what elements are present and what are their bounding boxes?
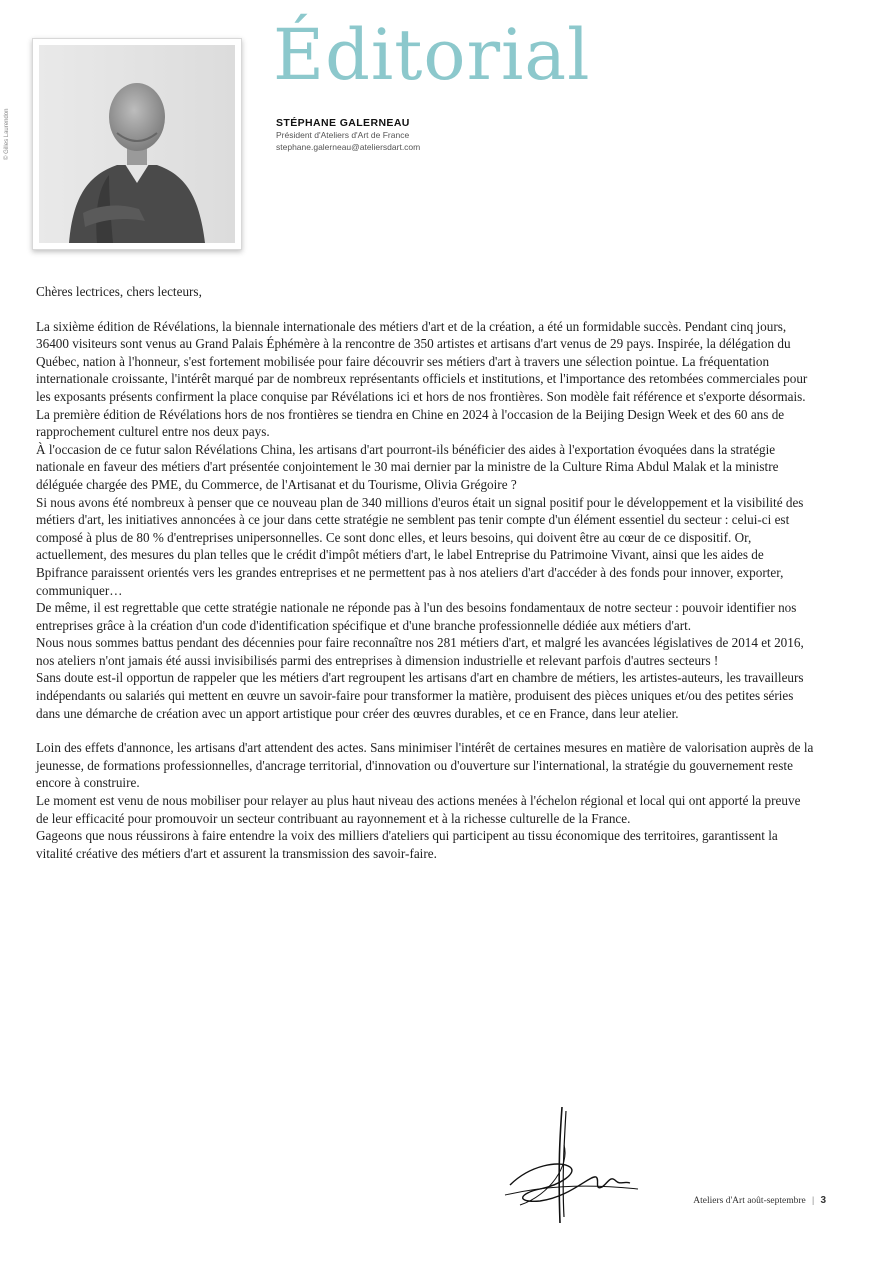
author-photo-frame [32, 38, 242, 250]
page-title: Éditorial [273, 14, 591, 96]
page-footer [693, 1195, 826, 1206]
paragraph: Sans doute est-il opportun de rappeler que les métiers d'art regroupent les artisans d'art en chambre de métiers, les artistes-auteurs, les travailleurs indépendants ou salariés qui mettent en œuvre un savoir-faire pour transformer la matière, produisent des pièces uniques et/ou des petites séries dans une démarche de création avec un apport artistique pour créer des œuvres durables, et ce en France, dans leur atelier. [36, 670, 804, 721]
paragraph: À l'occasion de ce futur salon Révélations China, les artisans d'art pourront-ils bénéficier des aides à l'exportation évoquées dans la stratégie nationale en faveur des métiers d'art présentée conjointement le 30 mai dernier par la ministre de la Culture Rima Abdul Malak et la ministre déléguée chargée des PME, du Commerce, de l'Artisanat et du Tourisme, Olivia Grégoire ? [36, 441, 779, 492]
author-portrait-photo [39, 45, 235, 243]
page-number: 3 [820, 1195, 826, 1206]
paragraph: Gageons que nous réussirons à faire entendre la voix des milliers d'ateliers qui participent au tissu économique des territoires, garantissent la vitalité créative des métiers d'art et assurent la transmission des savoir-faire. [36, 828, 778, 861]
author-email: stephane.galerneau@ateliersdart.com [276, 142, 421, 152]
author-role: Président d'Ateliers d'Art de France [276, 130, 410, 140]
paragraph: De même, il est regrettable que cette stratégie nationale ne réponde pas à l'un des besoins fondamentaux de notre secteur : pouvoir identifier nos entreprises grâce à la création d'un code d'identification spécifique et d'une branche professionnelle dédiée aux métiers d'art. [36, 600, 797, 633]
photo-credit: © Gilles Laurendon [4, 108, 10, 160]
footer-issue: août-septembre [747, 1196, 806, 1206]
author-block [276, 117, 420, 153]
greeting: Chères lectrices, chers lecteurs, [36, 284, 202, 299]
footer-magazine: Ateliers d'Art [693, 1196, 745, 1206]
author-name: STÉPHANE GALERNEAU [276, 117, 410, 129]
paragraph: Si nous avons été nombreux à penser que ce nouveau plan de 340 millions d'euros était un signal positif pour le développement et la visibilité des métiers d'art, les initiatives annoncées à ce jour dans cette stratégie ne semblent pas tenir compte d'un élément essentiel du secteur : celui-ci est composé à plus de 80 % d'entreprises unipersonnelles. Ce sont donc elles, et leurs besoins, qui doivent être au cœur de ce dispositif. Or, actuellement, des mesures du plan telles que le crédit d'impôt métiers d'art, le label Entreprise du Patrimoine Vivant, ainsi que les aides de Bpifrance paraissent orientés vers les grandes entreprises et ne permettent pas à nos ateliers d'art d'accéder à des fonds pour innover, exporter, communiquer… [36, 494, 804, 598]
footer-separator: | [812, 1196, 815, 1206]
paragraph: Le moment est venu de nous mobiliser pour relayer au plus haut niveau des actions menées à l'échelon régional et local qui ont apporté la preuve de leur efficacité pour promouvoir un secteur contribuant au rayonnement et à la richesse culturelle de la France. [36, 793, 801, 826]
signature-image [500, 1105, 640, 1225]
paragraph: Nous nous sommes battus pendant des décennies pour faire reconnaître nos 281 métiers d'art, et malgré les avancées législatives de 2014 et 2016, nos ateliers n'ont jamais été aussi invisibilisés parmi des entreprises à dimension industrielle et relevant parfois d'autres secteurs ! [36, 635, 804, 668]
paragraph: Loin des effets d'annonce, les artisans d'art attendent des actes. Sans minimiser l'intérêt de certaines mesures en matière de valorisation auprès de la jeunesse, de formations professionnelles, d'ancrage territorial, d'innovation ou d'ouverture sur l'international, la stratégie du gouvernement reste encore à construire. [36, 740, 814, 791]
editorial-body [36, 283, 814, 862]
paragraph: La sixième édition de Révélations, la biennale internationale des métiers d'art et de la création, a été un formidable succès. Pendant cinq jours, 36400 visiteurs sont venus au Grand Palais Éphémère à la rencontre de 350 artistes et artisans d'art venus de 29 pays. Inspirée, la délégation du Québec, nation à l'honneur, s'est fortement mobilisée pour faire découvrir ses métiers d'art à travers une sélection pointue. La fréquentation internationale croissante, l'intérêt marqué par de nombreux représentants officiels et institutions, et l'importance des retombées commerciales pour les exposants présents confirment la place conquise par Révélations ici et hors de nos frontières. Son modèle fait référence et s'exporte désormais. La première édition de Révélations hors de nos frontières se tiendra en Chine en 2024 à l'occasion de la Beijing Design Week et des 60 ans de rapprochement culturel entre nos deux pays. [36, 318, 808, 440]
